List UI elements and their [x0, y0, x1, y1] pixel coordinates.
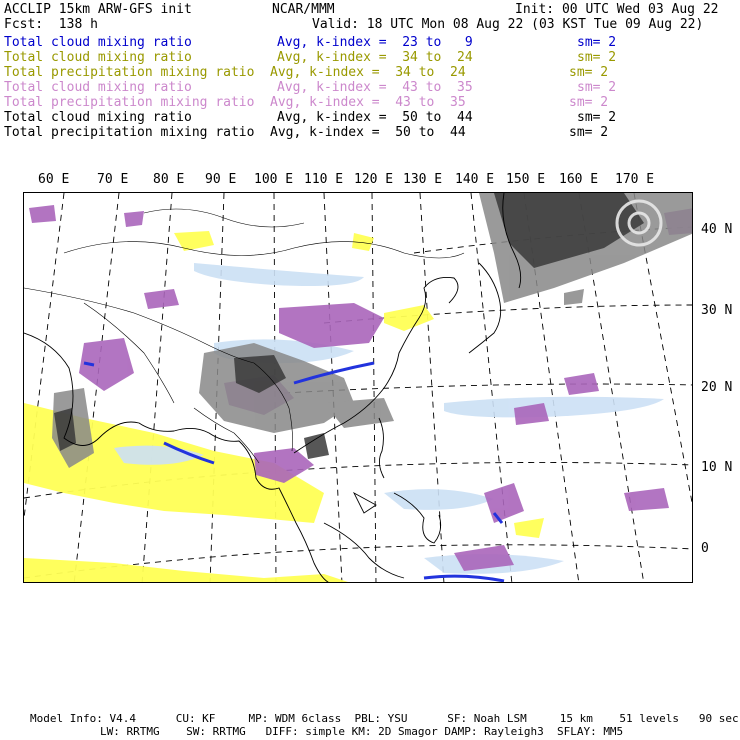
lat-label: 30 N	[701, 303, 733, 318]
lon-label: 150 E	[506, 172, 546, 187]
lon-label: 110 E	[304, 172, 344, 187]
legend-range: Avg, k-index = 34 to 24	[277, 50, 473, 65]
lat-label: 10 N	[701, 460, 733, 475]
lon-label: 170 E	[615, 172, 655, 187]
legend-sm: sm= 2	[569, 65, 609, 80]
lon-label: 140 E	[455, 172, 495, 187]
legend-range: Avg, k-index = 50 to 44	[270, 125, 466, 140]
lon-label: 60 E	[38, 172, 70, 187]
legend-sm: sm= 2	[569, 125, 609, 140]
cloud-band	[424, 576, 504, 581]
legend-field: Total cloud mixing ratio	[4, 50, 192, 65]
legend-field: Total cloud mixing ratio	[4, 80, 192, 95]
lon-label: 120 E	[354, 172, 394, 187]
lon-label: 160 E	[559, 172, 599, 187]
org-label: NCAR/MMM	[272, 2, 335, 17]
lon-label: 70 E	[97, 172, 129, 187]
lat-label: 0	[701, 541, 709, 556]
lon-line	[142, 193, 172, 583]
lat-label: 20 N	[701, 380, 733, 395]
cloud-band	[84, 363, 94, 365]
legend-range: Avg, k-index = 23 to 9	[277, 35, 473, 50]
model-title: ACCLIP 15km ARW-GFS init	[4, 2, 192, 17]
cloud-area	[304, 433, 329, 459]
coastline	[354, 493, 376, 513]
cloud-area	[514, 518, 544, 538]
legend-sm: sm= 2	[577, 35, 617, 50]
cloud-area	[384, 489, 494, 510]
valid-time: Valid: 18 UTC Mon 08 Aug 22 (03 KST Tue 09 Aug 22)	[312, 17, 704, 32]
lon-label: 90 E	[205, 172, 237, 187]
border	[144, 209, 304, 227]
lon-line	[74, 193, 119, 583]
cloud-area	[444, 397, 664, 418]
legend-field: Total cloud mixing ratio	[4, 110, 192, 125]
legend-sm: sm= 2	[569, 95, 609, 110]
legend-field: Total precipitation mixing ratio	[4, 125, 255, 140]
legend-range: Avg, k-index = 34 to 24	[270, 65, 466, 80]
cloud-area	[174, 231, 214, 251]
coastline	[294, 277, 458, 453]
physics-info: LW: RRTMG SW: RRTMG DIFF: simple KM: 2D Smagor DAMP: Rayleigh3 SFLAY: MM5	[100, 725, 624, 738]
lon-line	[372, 193, 376, 583]
coastline	[379, 418, 384, 478]
legend-sm: sm= 2	[577, 50, 617, 65]
legend-range: Avg, k-index = 43 to 35	[270, 95, 466, 110]
cloud-area	[564, 373, 599, 395]
cloud-area	[624, 488, 669, 511]
lon-label: 100 E	[254, 172, 294, 187]
forecast-hour: Fcst: 138 h	[4, 17, 98, 32]
legend-field: Total precipitation mixing ratio	[4, 95, 255, 110]
coastline	[469, 263, 501, 353]
legend-sm: sm= 2	[577, 80, 617, 95]
coastline	[324, 523, 404, 578]
cloud-area	[24, 558, 354, 583]
legend-range: Avg, k-index = 50 to 44	[277, 110, 473, 125]
lon-label: 80 E	[153, 172, 185, 187]
cloud-area	[564, 289, 584, 305]
init-time: Init: 00 UTC Wed 03 Aug 22	[515, 2, 719, 17]
map-panel	[23, 192, 693, 583]
map-canvas	[24, 193, 693, 583]
cloud-area	[384, 305, 434, 331]
lat-label: 40 N	[701, 222, 733, 237]
legend-range: Avg, k-index = 43 to 35	[277, 80, 473, 95]
cloud-area	[484, 483, 524, 523]
cloud-area	[194, 263, 364, 286]
legend-sm: sm= 2	[577, 110, 617, 125]
cloud-area	[124, 211, 144, 227]
model-info: Model Info: V4.4 CU: KF MP: WDM 6class PBL: YSU SF: Noah LSM 15 km 51 levels 90 sec	[30, 712, 739, 725]
cloud-area	[144, 289, 179, 309]
cloud-area	[29, 205, 56, 223]
border	[64, 242, 464, 258]
legend-field: Total cloud mixing ratio	[4, 35, 192, 50]
legend-field: Total precipitation mixing ratio	[4, 65, 255, 80]
lon-label: 130 E	[403, 172, 443, 187]
